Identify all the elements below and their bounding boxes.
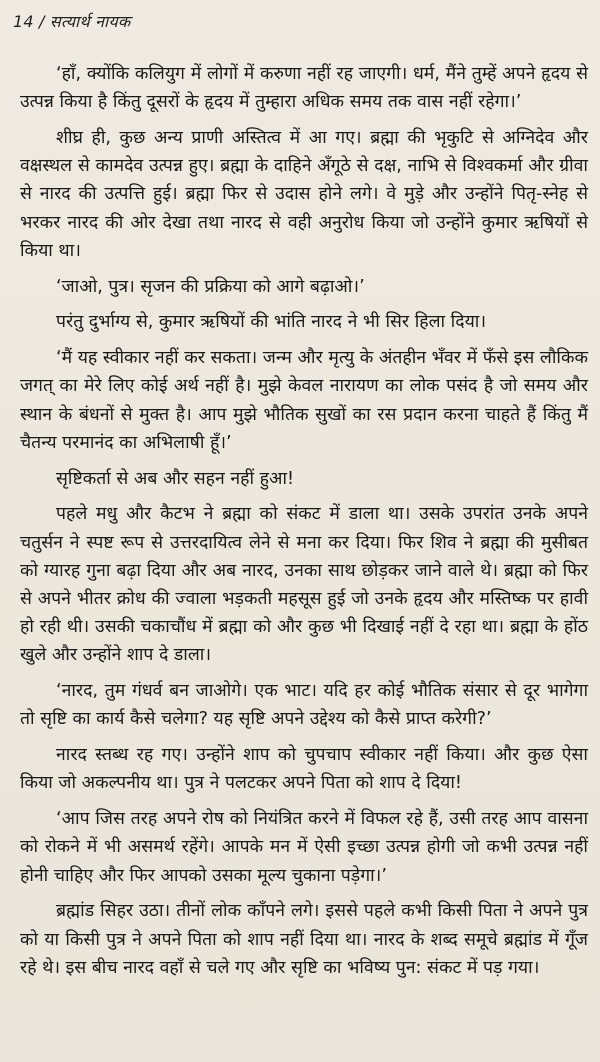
paragraph: पहले मधु और कैटभ ने ब्रह्मा को संकट में डाला था। उसके उपरांत उनके अपने चतुर्सन ने स्पष्ट रूप से उत्तरदायित्व लेने से मना कर दिया। फिर शिव ने ब्रह्मा की मुसीबत को ग्यारह गुना बढ़ा दिया और अब नारद, उनका साथ छोड़कर जाने वाले थे। ब्रह्मा को फिर से अपने भीतर क्रोध की ज्वाला भड़कती महसूस हुई जो उनके हृदय और मस्तिष्क पर हावी हो रही थी। उसकी चकाचौंध में ब्रह्मा को और कुछ भी दिखाई नहीं दे रहा था। ब्रह्मा के होंठ खुले और उन्होंने शाप दे डाला। [20,504,588,666]
paragraph: ‘जाओ, पुत्र। सृजन की प्रक्रिया को आगे बढ़ाओ।’ [56,276,365,297]
paragraph: ‘मैं यह स्वीकार नहीं कर सकता। जन्म और मृत्यु के अंतहीन भँवर में फँसे इस लौकिक जगत् का मेरे लिए कोई अर्थ नहीं है। मुझे केवल नारायण का लोक पसंद है जो समय और स्थान के बंधनों से मुक्त है। आप मुझे भौतिक सुखों का रस प्रदान करना चाहते हैं किंतु मैं चैतन्य परमानंद का अभिलाषी हूँ।’ [20,348,588,453]
paragraph: नारद स्तब्ध रह गए। उन्होंने शाप को चुपचाप स्वीकार नहीं किया। और कुछ ऐसा किया जो अकल्पनीय था। पुत्र ने पलटकर अपने पिता को शाप दे दिया! [20,745,588,794]
paragraph: ब्रह्मांड सिहर उठा। तीनों लोक काँपने लगे। इससे पहले कभी किसी पिता ने अपने पुत्र को या किसी पुत्र ने अपने पिता को शाप नहीं दिया था। नारद के शब्द समूचे ब्रह्मांड में गूँज रहे थे। इस बीच नारद वहाँ से चले गए और सृष्टि का भविष्य पुन: संकट में पड़ गया। [20,901,588,978]
paragraph: ‘हाँ, क्योंकि कलियुग में लोगों में करुणा नहीं रह जाएगी। धर्म, मैंने तुम्हें अपने हृदय से उत्पन्न किया है किंतु दूसरों के हृदय में तुम्हारा अधिक समय तक वास नहीं रहेगा।’ [20,64,588,113]
paragraph: परंतु दुर्भाग्य से, कुमार ऋषियों की भांति नारद ने भी सिर हिला दिया। [56,312,486,333]
running-header: 14 / सत्यार्थ नायक [13,12,131,31]
body-text [20,60,588,990]
paragraph: सृष्टिकर्ता से अब और सहन नहीं हुआ! [56,468,294,489]
paragraph: ‘नारद, तुम गंधर्व बन जाओगे। एक भाट। यदि हर कोई भौतिक संसार से दूर भागेगा तो सृष्टि का कार्य कैसे चलेगा? यह सृष्टि अपने उद्देश्य को कैसे प्राप्त करेगी?’ [20,681,588,730]
paragraph: शीघ्र ही, कुछ अन्य प्राणी अस्तित्व में आ गए। ब्रह्मा की भृकुटि से अग्निदेव और वक्षस्थल से कामदेव उत्पन्न हुए। ब्रह्मा के दाहिने अँगूठे से दक्ष, नाभि से विश्वकर्मा और ग्रीवा से नारद की उत्पत्ति हुई। ब्रह्मा फिर से उदास होने लगे। वे मुड़े और उन्होंने पितृ-स्नेह से भरकर नारद की ओर देखा तथा नारद से वही अनुरोध किया जो उन्होंने कुमार ऋषियों से किया था। [20,128,588,261]
paragraph: ‘आप जिस तरह अपने रोष को नियंत्रित करने में विफल रहे हैं, उसी तरह आप वासना को रोकने में भी असमर्थ रहेंगे। आपके मन में ऐसी इच्छा उत्पन्न होगी जो कभी उत्पन्न नहीं होनी चाहिए और फिर आपको उसका मूल्य चुकाना पड़ेगा।’ [20,809,588,886]
